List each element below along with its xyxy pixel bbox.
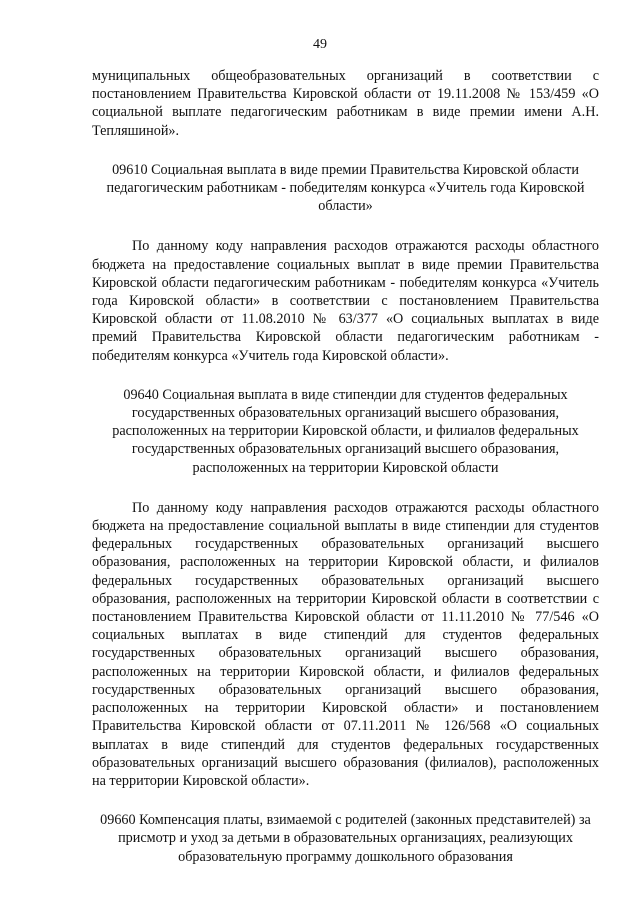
paragraph-09640: По данному коду направления расходов отражаются расходы областного бюджета на предоставление социальной выплаты в виде стипендии для студентов федеральных государственных образовательных организаций высшего образования, расположенных на территории Кировской области, и филиалов федеральных государственных образовательных организаций высшего образования, расположенных на территории Кировской области в соответствии с постановлением Правительства Кировской области от 11.11.2010 № 77/546 «О социальных выплатах в виде стипендий для студентов федеральных государственных образовательных организаций высшего образования, расположенных на территории Кировской области, и филиалов федеральных государственных образовательных организаций высшего образования, расположенных на территории Кировской области» и постановлением Правительства Кировской области от 07.11.2011 № 126/568 «О социальных выплатах в виде стипендий для студентов федеральных государственных образовательных организаций высшего образования (филиалов), расположенных на территории Кировской области».: [92, 499, 599, 789]
paragraph-continuation: муниципальных общеобразовательных организаций в соответствии с постановлением Правительства Кировской области от 19.11.2008 № 153/459 «О социальной выплате педагогическим работникам в виде премии имени А.Н. Тепляшиной».: [92, 68, 599, 139]
paragraph-09610: По данному коду направления расходов отражаются расходы областного бюджета на предоставление социальных выплат в виде премии Правительства Кировской области педагогическим работникам - победителям конкурса «Учитель года Кировской области» в соответствии с постановлением Правительства Кировской области от 11.08.2010 № 63/377 «О социальных выплатах в виде премий Правительства Кировской области педагогическим работникам - победителям конкурса «Учитель года Кировской области».: [92, 238, 599, 364]
page-number: 49: [313, 37, 327, 52]
section-heading-09660: 09660 Компенсация платы, взимаемой с родителей (законных представителей) за присмотр и уход за детьми в образовательных организациях, реализующих образовательную программу дошкольного образования: [100, 812, 591, 865]
section-heading-09610: 09610 Социальная выплата в виде премии Правительства Кировской области педагогическим работникам - победителям конкурса «Учитель года Кировской области»: [106, 161, 585, 215]
section-heading-09640: 09640 Социальная выплата в виде стипендии для студентов федеральных государственных образовательных организаций высшего образования, расположенных на территории Кировской области, и филиалов федеральных государственных образовательных организаций высшего образования, расположенных на территории Кировской области: [112, 386, 579, 476]
document-body: [92, 67, 599, 866]
